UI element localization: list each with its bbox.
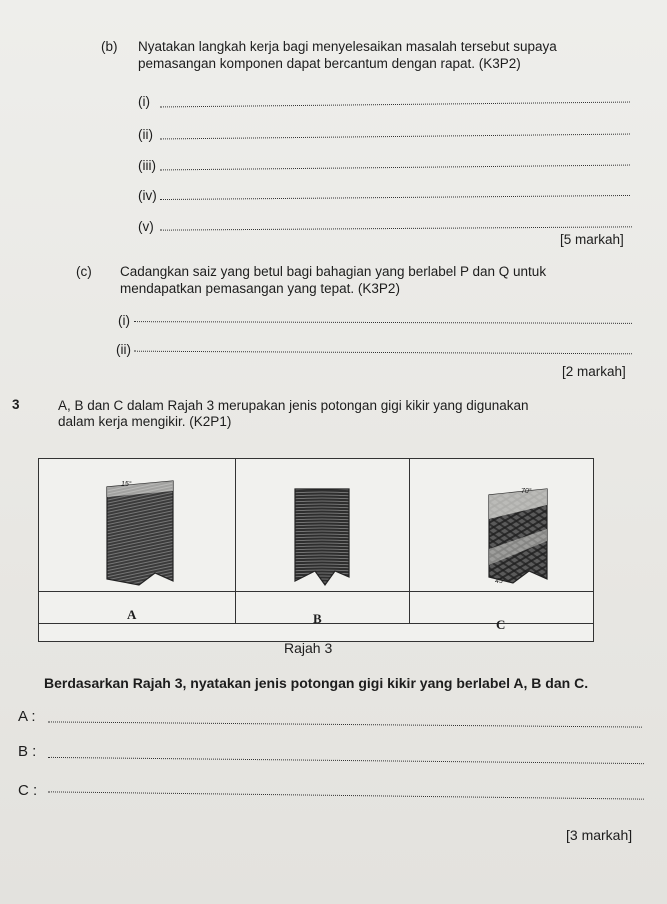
part-b-item-1: (i) — [138, 94, 150, 109]
answer-label-a: A : — [18, 708, 36, 725]
part-c-item-1: (i) — [118, 313, 130, 328]
figure-caption: Rajah 3 — [284, 640, 333, 656]
answer-line-c[interactable] — [48, 791, 644, 799]
part-c-text-line2: mendapatkan pemasangan yang tepat. (K3P2) — [120, 281, 400, 296]
q3-question-text: Berdasarkan Rajah 3, nyatakan jenis potongan gigi kikir yang berlabel A, B dan C. — [44, 675, 589, 691]
part-c-marks: [2 markah] — [562, 364, 626, 379]
answer-line-b3[interactable] — [160, 165, 630, 171]
q3-text-line1: A, B dan C dalam Rajah 3 merupakan jenis potongan gigi kikir yang digunakan — [58, 398, 529, 413]
q3-text-line2: dalam kerja mengikir. (K2P1) — [58, 414, 232, 429]
part-b-item-3: (iii) — [138, 158, 156, 173]
angle-label-c-top: 70° — [521, 488, 532, 495]
answer-label-c: C : — [18, 782, 38, 799]
part-b-label: (b) — [101, 39, 118, 54]
part-b-marks: [5 markah] — [560, 232, 624, 247]
q3-marks: [3 markah] — [566, 827, 633, 843]
figure-label-b: B — [313, 611, 322, 626]
part-c-text-line1: Cadangkan saiz yang betul bagi bahagian yang berlabel P dan Q untuk — [120, 264, 547, 279]
answer-line-b[interactable] — [48, 757, 644, 764]
double-cut-file-image — [479, 479, 553, 589]
figure-divider-2 — [409, 459, 410, 623]
part-b-text-line1: Nyatakan langkah kerja bagi menyelesaikan masalah tersebut supaya — [138, 39, 557, 54]
figure-label-c: C — [496, 617, 506, 632]
answer-line-c2[interactable] — [134, 351, 632, 355]
curved-cut-file-image — [291, 485, 353, 591]
angle-label-c-bottom: 45° — [495, 578, 506, 585]
answer-line-b5[interactable] — [160, 226, 632, 230]
answer-line-a[interactable] — [48, 721, 642, 727]
part-b-text-line2: pemasangan komponen dapat bercantum dengan rapat. (K3P2) — [138, 56, 521, 71]
part-c-item-2: (ii) — [116, 342, 131, 357]
answer-label-b: B : — [18, 743, 37, 760]
answer-line-b1[interactable] — [160, 102, 630, 108]
part-b-item-4: (iv) — [138, 188, 157, 203]
figure-label-row-line — [39, 591, 593, 592]
part-b-item-2: (ii) — [138, 127, 153, 142]
rajah-3-figure — [38, 458, 594, 642]
answer-line-b2[interactable] — [160, 134, 630, 140]
figure-divider-1 — [235, 459, 236, 623]
q3-number: 3 — [12, 397, 20, 412]
answer-line-c1[interactable] — [134, 321, 632, 324]
part-c-label: (c) — [76, 264, 92, 279]
single-cut-file-image — [103, 477, 177, 589]
part-b-item-5: (v) — [138, 219, 154, 234]
answer-line-b4[interactable] — [160, 195, 630, 200]
angle-label-a: 15° — [121, 481, 132, 488]
figure-label-a: A — [127, 607, 137, 622]
